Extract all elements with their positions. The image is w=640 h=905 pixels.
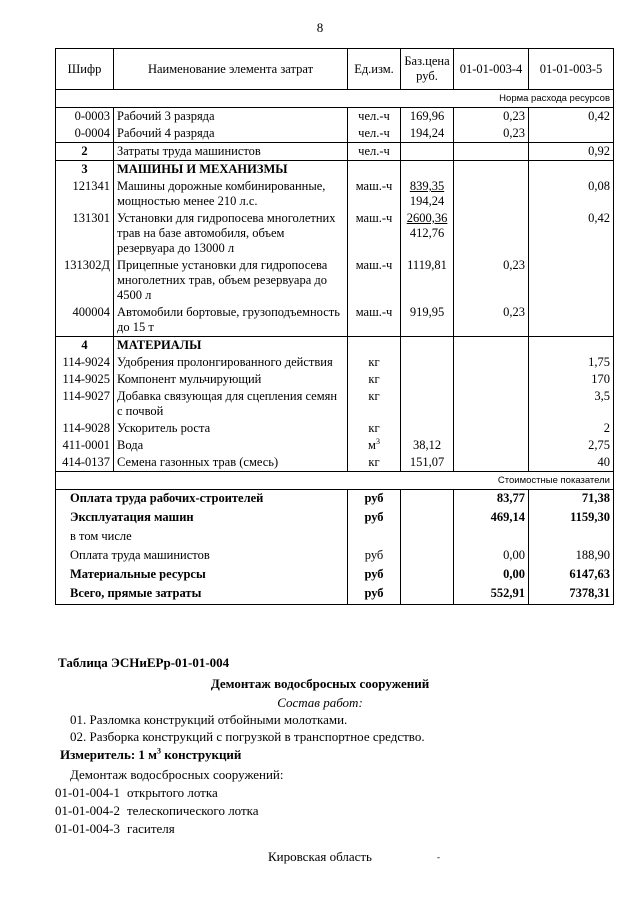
row-name: Ускоритель роста — [114, 420, 348, 437]
work-item: 02. Разборка конструкций с погрузкой в транспортное средство. — [70, 729, 425, 744]
row-unit — [348, 437, 401, 454]
unit-superscript: 3 — [375, 436, 380, 446]
code-label: гасителя — [127, 821, 175, 836]
table-row — [56, 437, 614, 454]
cost-row — [56, 585, 614, 605]
table-row — [56, 143, 614, 161]
code-number: 01-01-004-3 — [55, 821, 120, 836]
row-code: 131302Д — [56, 257, 114, 304]
row-v2: 170 — [529, 371, 614, 388]
table-row — [56, 354, 614, 371]
row-unit: чел.-ч — [348, 108, 401, 126]
cost-v2 — [529, 528, 614, 547]
row-code: 121341 — [56, 178, 114, 210]
work-item: 01. Разломка конструкций отбойными молотками. — [70, 712, 348, 727]
table-row — [56, 125, 614, 143]
row-unit: кг — [348, 420, 401, 437]
cost-name: Всего, прямые затраты — [56, 585, 348, 605]
row-unit: чел.-ч — [348, 143, 401, 161]
row-v1 — [454, 143, 529, 161]
row-unit: кг — [348, 354, 401, 371]
cost-unit: руб — [348, 509, 401, 528]
footer-region: Кировская область — [267, 849, 372, 864]
row-v2: 2 — [529, 420, 614, 437]
unit-base: м — [368, 438, 376, 452]
row-price: 38,12 — [401, 437, 454, 454]
cost-v1: 0,00 — [454, 566, 529, 585]
row-name: Компонент мульчирующий — [114, 371, 348, 388]
table-row — [56, 454, 614, 472]
row-unit: маш.-ч — [348, 178, 401, 210]
cost-unit: руб — [348, 547, 401, 566]
row-code: 114-9027 — [56, 388, 114, 420]
row-name: Машины дорожные комбинированные, мощностью менее 210 л.с. — [114, 178, 348, 210]
row-v2: 0,42 — [529, 108, 614, 126]
footer-mark: - — [437, 852, 440, 862]
row-unit: чел.-ч — [348, 125, 401, 143]
note-rates: Норма расхода ресурсов — [56, 90, 614, 108]
row-price — [401, 210, 454, 257]
row-unit: маш.-ч — [348, 304, 401, 337]
cost-row — [56, 509, 614, 528]
price-main: 839,35 — [409, 179, 445, 193]
row-v2: 3,5 — [529, 388, 614, 420]
section-row-machines — [56, 161, 614, 179]
row-name: Автомобили бортовые, грузоподъемность до 15 т — [114, 304, 348, 337]
row-v1: 0,23 — [454, 304, 529, 337]
row-v1 — [454, 354, 529, 371]
row-price — [401, 143, 454, 161]
row-unit: кг — [348, 388, 401, 420]
cost-unit: руб — [348, 490, 401, 510]
cost-v2: 6147,63 — [529, 566, 614, 585]
row-code: 0-0003 — [56, 108, 114, 126]
row-v1 — [454, 210, 529, 257]
cost-v2: 71,38 — [529, 490, 614, 510]
section-description: Демонтаж водосбросных сооружений: — [70, 767, 284, 782]
row-v2 — [529, 125, 614, 143]
table-row — [56, 420, 614, 437]
row-unit: кг — [348, 371, 401, 388]
row-v1 — [454, 178, 529, 210]
measure-superscript: 3 — [157, 746, 162, 756]
row-v1: 0,23 — [454, 257, 529, 304]
header-name: Наименование элемента затрат — [114, 49, 348, 90]
row-code: 131301 — [56, 210, 114, 257]
cost-v1: 552,91 — [454, 585, 529, 605]
table-header-row — [56, 49, 614, 90]
cost-row — [56, 528, 614, 547]
row-name: Затраты труда машинистов — [114, 143, 348, 161]
row-v2 — [529, 257, 614, 304]
row-price: 194,24 — [401, 125, 454, 143]
row-v1 — [454, 388, 529, 420]
section-title: МАТЕРИАЛЫ — [114, 337, 348, 355]
cost-unit — [348, 528, 401, 547]
table-row — [56, 371, 614, 388]
header-col2: 01-01-003-5 — [529, 49, 614, 90]
row-name: Удобрения пролонгированного действия — [114, 354, 348, 371]
row-code: 114-9025 — [56, 371, 114, 388]
cost-name: Оплата труда рабочих-строителей — [56, 490, 348, 510]
row-v2: 2,75 — [529, 437, 614, 454]
row-name: Добавка связующая для сцепления семян с почвой — [114, 388, 348, 420]
price-main: 2600,36 — [406, 211, 448, 225]
row-price: 169,96 — [401, 108, 454, 126]
row-price: 919,95 — [401, 304, 454, 337]
row-code: 0-0004 — [56, 125, 114, 143]
row-code: 2 — [56, 143, 114, 161]
row-v1 — [454, 371, 529, 388]
header-price: Баз.цена руб. — [401, 49, 454, 90]
cost-unit: руб — [348, 585, 401, 605]
row-unit: маш.-ч — [348, 210, 401, 257]
cost-row — [56, 547, 614, 566]
row-code: 414-0137 — [56, 454, 114, 472]
row-code: 400004 — [56, 304, 114, 337]
row-name: Установки для гидропосева многолетних трав на базе автомобиля, объем резервуара до 13000 л — [114, 210, 348, 257]
row-price — [401, 371, 454, 388]
cost-unit: руб — [348, 566, 401, 585]
row-v1 — [454, 420, 529, 437]
code-number: 01-01-004-2 — [55, 803, 120, 818]
row-price: 151,07 — [401, 454, 454, 472]
measure-prefix: Измеритель: 1 м — [60, 747, 158, 762]
row-v1 — [454, 454, 529, 472]
cost-v1: 469,14 — [454, 509, 529, 528]
section-row-materials — [56, 337, 614, 355]
table-row — [56, 178, 614, 210]
row-price: 1119,81 — [401, 257, 454, 304]
row-name: Вода — [114, 437, 348, 454]
row-price — [401, 354, 454, 371]
row-price — [401, 178, 454, 210]
row-code: 114-9024 — [56, 354, 114, 371]
table-row — [56, 257, 614, 304]
header-code: Шифр — [56, 49, 114, 90]
row-v2: 0,08 — [529, 178, 614, 210]
row-code: 114-9028 — [56, 420, 114, 437]
cost-name: Оплата труда машинистов — [56, 547, 348, 566]
code-item — [55, 785, 218, 801]
section-subtitle: Состав работ: — [277, 695, 363, 710]
row-unit: кг — [348, 454, 401, 472]
code-item — [55, 821, 175, 837]
cost-v1: 83,77 — [454, 490, 529, 510]
resource-rates-table — [55, 48, 614, 605]
code-number: 01-01-004-1 — [55, 785, 120, 800]
row-v1: 0,23 — [454, 108, 529, 126]
table-row — [56, 210, 614, 257]
section-title: Демонтаж водосбросных сооружений — [210, 676, 430, 691]
cost-row — [56, 490, 614, 510]
section-code: 3 — [56, 161, 114, 179]
measure-suffix: конструкций — [161, 747, 242, 762]
note-row-costs — [56, 472, 614, 490]
row-name: Рабочий 4 разряда — [114, 125, 348, 143]
note-row-rates — [56, 90, 614, 108]
header-col1: 01-01-003-4 — [454, 49, 529, 90]
row-price — [401, 420, 454, 437]
table-row — [56, 108, 614, 126]
measure-line — [60, 747, 241, 763]
row-v1: 0,23 — [454, 125, 529, 143]
cost-v2: 1159,30 — [529, 509, 614, 528]
row-v2 — [529, 304, 614, 337]
row-price — [401, 388, 454, 420]
price-secondary: 412,76 — [409, 226, 445, 240]
row-v2: 0,92 — [529, 143, 614, 161]
section-title: МАШИНЫ И МЕХАНИЗМЫ — [114, 161, 348, 179]
table-row — [56, 388, 614, 420]
row-v2: 0,42 — [529, 210, 614, 257]
cost-name: Эксплуатация машин — [56, 509, 348, 528]
cost-v1 — [454, 528, 529, 547]
code-label: телескопического лотка — [127, 803, 259, 818]
price-secondary: 194,24 — [409, 194, 445, 208]
row-name: Прицепные установки для гидропосева многолетних трав, объем резервуара до 4500 л — [114, 257, 348, 304]
row-v2: 40 — [529, 454, 614, 472]
row-v1 — [454, 437, 529, 454]
section-code: 4 — [56, 337, 114, 355]
note-costs: Стоимостные показатели — [56, 472, 614, 490]
row-name: Семена газонных трав (смесь) — [114, 454, 348, 472]
row-v2: 1,75 — [529, 354, 614, 371]
table-heading: Таблица ЭСНиЕРр-01-01-004 — [58, 655, 230, 670]
cost-v2: 188,90 — [529, 547, 614, 566]
cost-name: Материальные ресурсы — [56, 566, 348, 585]
cost-v2: 7378,31 — [529, 585, 614, 605]
row-name: Рабочий 3 разряда — [114, 108, 348, 126]
row-unit: маш.-ч — [348, 257, 401, 304]
cost-name: в том числе — [56, 528, 348, 547]
row-code: 411-0001 — [56, 437, 114, 454]
table-row — [56, 304, 614, 337]
header-unit: Ед.изм. — [348, 49, 401, 90]
code-label: открытого лотка — [127, 785, 218, 800]
cost-v1: 0,00 — [454, 547, 529, 566]
code-item — [55, 803, 259, 819]
cost-row — [56, 566, 614, 585]
page-number: 8 — [316, 20, 324, 35]
